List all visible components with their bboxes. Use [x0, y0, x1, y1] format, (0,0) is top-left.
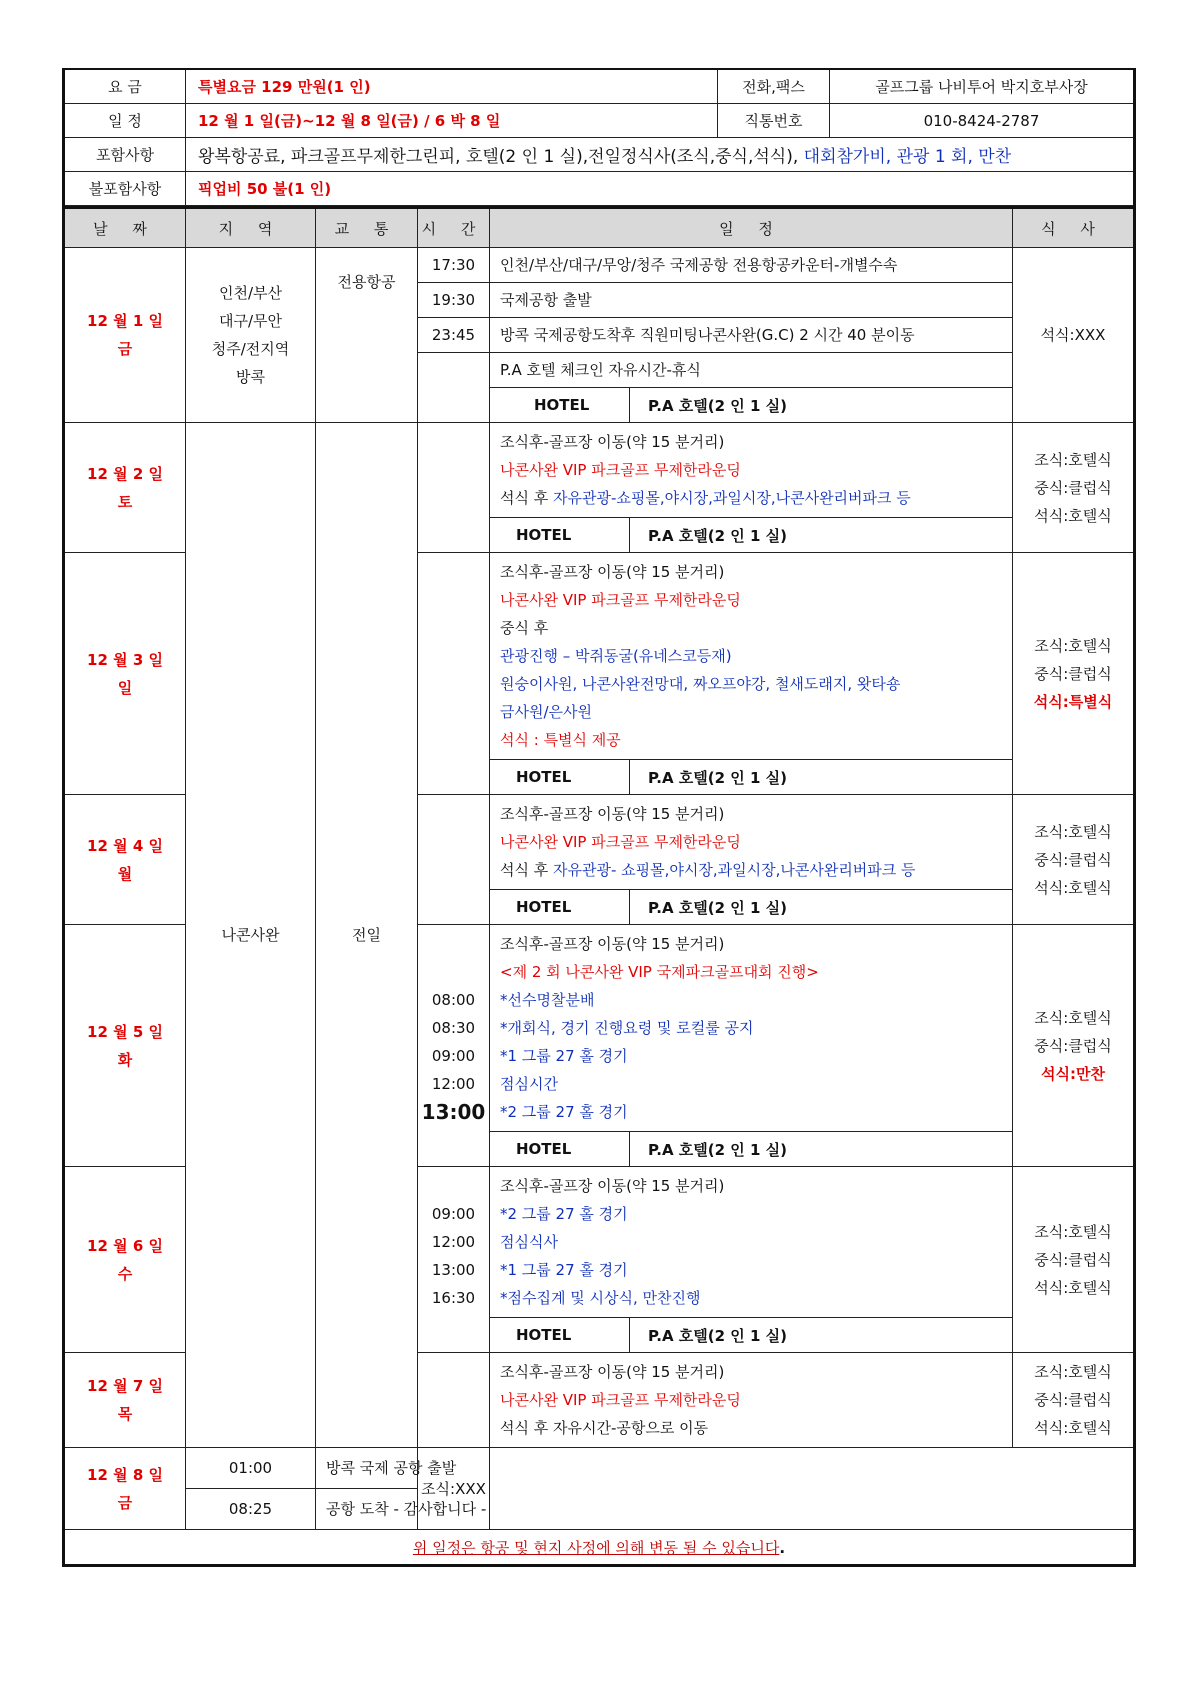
meal-line: 석식:호텔식 — [1034, 1278, 1112, 1297]
header-transport: 교 통 — [316, 208, 418, 248]
day1-transport: 전용항공 — [316, 248, 418, 423]
region-line: 방콕 — [236, 368, 265, 386]
plan-line — [500, 484, 1002, 512]
meal-line: 석식:만찬 — [1041, 1064, 1105, 1083]
day6-times — [418, 1167, 490, 1353]
meal-line: 중식:클럽식 — [1034, 664, 1112, 683]
day5-hotel — [490, 1131, 1012, 1166]
time-cell: 17:30 — [418, 248, 489, 283]
included-text-highlight: 대회참가비, 관광 1 회, 만찬 — [798, 147, 1012, 167]
itinerary-document — [62, 68, 1136, 1567]
day7-date — [64, 1353, 186, 1448]
plan-line: 조식후-골프장 이동(약 15 분거리) — [500, 935, 725, 953]
time-cell-empty — [418, 353, 489, 422]
day5-meal — [1013, 925, 1135, 1167]
day1-region — [186, 248, 316, 423]
plan-line: 나콘사완 VIP 파크골프 무제한라운딩 — [500, 461, 741, 479]
day7-weekday: 목 — [117, 1405, 133, 1423]
plan-line: 나콘사완 VIP 파크골프 무제한라운딩 — [500, 1391, 741, 1409]
schedule-table — [62, 206, 1136, 1567]
plan-line: <제 2 회 나콘사완 VIP 국제파크골프대회 진행> — [500, 963, 819, 981]
day1-meal: 석식:XXX — [1013, 248, 1135, 423]
day1-weekday: 금 — [117, 340, 133, 358]
schedule-value: 12 월 1 일(금)~12 월 8 일(금) / 6 박 8 일 — [186, 104, 718, 138]
plan-line: 점심식사 — [500, 1233, 558, 1251]
plan-line: 조식후-골프장 이동(약 15 분거리) — [500, 1177, 725, 1195]
time-line: 08:00 — [431, 991, 476, 1009]
hotel-label: HOTEL — [490, 518, 630, 552]
included-label: 포함사항 — [64, 138, 186, 172]
day6-plan-text — [490, 1167, 1012, 1317]
day4-plan-text — [490, 795, 1012, 889]
plan-line-part: 석식 후 — [500, 489, 554, 507]
plan-line: *2 그룹 27 홀 경기 — [500, 1205, 628, 1223]
day3-date-text: 12 월 3 일 — [87, 650, 163, 669]
day6-date-text: 12 월 6 일 — [87, 1236, 163, 1255]
day1-date-text: 12 월 1 일 — [87, 312, 163, 330]
hotel-value: P.A 호텔(2 인 1 실) — [648, 898, 787, 917]
day5-plan-text — [490, 925, 1012, 1131]
hotel-value: P.A 호텔(2 인 1 실) — [648, 1326, 787, 1345]
header-time: 시 간 — [418, 208, 490, 248]
day2-date-text: 12 월 2 일 — [87, 464, 163, 483]
plan-line: *선수명찰분배 — [500, 991, 595, 1009]
hotel-label: HOTEL — [490, 1132, 630, 1166]
day5-date-text: 12 월 5 일 — [87, 1022, 163, 1041]
meal-line: 중식:클럽식 — [1034, 1036, 1112, 1055]
time-line: 13:00 — [421, 1100, 486, 1124]
excluded-value: 픽업비 50 불(1 인) — [186, 172, 1135, 206]
header-date: 날 짜 — [64, 208, 186, 248]
region-line: 대구/무안 — [218, 312, 282, 330]
time-cell: 23:45 — [418, 318, 489, 353]
day-row-2 — [64, 423, 1135, 553]
meal-line: 석식:특별식 — [1033, 692, 1113, 711]
excluded-label: 불포함사항 — [64, 172, 186, 206]
plan-line: 원숭이사원, 나콘사완전망대, 짜오프야강, 철새도래지, 왓타숑 — [500, 675, 901, 693]
header-region: 지 역 — [186, 208, 316, 248]
plan-line — [500, 856, 1002, 884]
plan-line: 인천/부산/대구/무앙/청주 국제공항 전용항공카운터-개별수속 — [490, 248, 1012, 283]
time-line: 16:30 — [431, 1289, 476, 1307]
plan-line: 관광진행 – 박쥐동굴(유네스코등재) — [500, 647, 732, 665]
plan-line: 조식후-골프장 이동(약 15 분거리) — [500, 563, 725, 581]
header-plan: 일 정 — [490, 208, 1013, 248]
day4-times — [418, 795, 490, 925]
schedule-header-row — [64, 208, 1135, 248]
hotel-value: P.A 호텔(2 인 1 실) — [648, 768, 787, 787]
footer-period: . — [779, 1538, 786, 1557]
day8-date — [64, 1448, 186, 1530]
day6-meal — [1013, 1167, 1135, 1353]
meal-line: 조식:호텔식 — [1034, 450, 1112, 469]
hotel-label: HOTEL — [490, 760, 630, 794]
hotel-value: P.A 호텔(2 인 1 실) — [648, 1140, 787, 1159]
time-line: 08:30 — [431, 1019, 476, 1037]
hotel-value: P.A 호텔(2 인 1 실) — [648, 526, 787, 545]
plan-line: *개회식, 경기 진행요령 및 로컬룰 공지 — [500, 1019, 754, 1037]
day4-date — [64, 795, 186, 925]
day8-weekday: 금 — [117, 1493, 133, 1512]
plan-line: 금사원/은사원 — [500, 703, 592, 721]
day6-plan — [490, 1167, 1013, 1353]
day1-date — [64, 248, 186, 423]
schedule-label: 일 정 — [64, 104, 186, 138]
header-meal: 식 사 — [1013, 208, 1135, 248]
meal-line: 석식:호텔식 — [1034, 506, 1112, 525]
day4-plan — [490, 795, 1013, 925]
meal-line: 중식:클럽식 — [1034, 850, 1112, 869]
day2-times — [418, 423, 490, 553]
day7-times — [418, 1353, 490, 1448]
day3-plan — [490, 553, 1013, 795]
hotel-label: HOTEL — [490, 890, 630, 924]
day4-hotel — [490, 889, 1012, 924]
meal-line: 중식:클럽식 — [1034, 478, 1112, 497]
plan-line: 나콘사완 VIP 파크골프 무제한라운딩 — [500, 591, 741, 609]
plan-line: 조식후-골프장 이동(약 15 분거리) — [500, 433, 725, 451]
day2-hotel — [490, 517, 1012, 552]
day3-times — [418, 553, 490, 795]
day1-times — [418, 248, 490, 423]
plan-line-part: 자유관광-쇼핑몰,야시장,과일시장,나콘사완리버파크 등 — [553, 489, 911, 507]
time-spacer — [418, 925, 489, 986]
plan-line: *1 그룹 27 홀 경기 — [500, 1261, 628, 1279]
footer-row — [64, 1530, 1135, 1566]
time-line: 13:00 — [431, 1261, 476, 1279]
plan-line: 조식후-골프장 이동(약 15 분거리) — [500, 1363, 725, 1381]
plan-line: 방콕 국제 공항 출발 — [316, 1448, 417, 1489]
day-row-8 — [64, 1448, 1135, 1530]
plan-line: 석식 : 특별식 제공 — [500, 731, 621, 749]
meal-line: 중식:클럽식 — [1034, 1391, 1112, 1409]
day6-hotel — [490, 1317, 1012, 1352]
plan-line: 점심시간 — [500, 1075, 558, 1093]
time-line: 12:00 — [431, 1233, 476, 1251]
meal-line: 조식:호텔식 — [1034, 1222, 1112, 1241]
region-line: 청주/전지역 — [211, 340, 290, 358]
hotel-value: P.A 호텔(2 인 1 실) — [648, 396, 787, 415]
meal-line: 석식:호텔식 — [1034, 878, 1112, 897]
footer-text: 위 일정은 항공 및 현지 사정에 의해 변동 될 수 있습니다 — [412, 1538, 780, 1557]
day5-plan — [490, 925, 1013, 1167]
day2-plan-text — [490, 423, 1012, 517]
plan-line: *점수집계 및 시상식, 만찬진행 — [500, 1289, 701, 1307]
direct-label: 직통번호 — [718, 104, 830, 138]
day2-weekday: 토 — [117, 492, 133, 511]
plan-line: 공항 도착 - 감사합니다 - — [326, 1500, 487, 1518]
region-line: 인천/부산 — [218, 284, 282, 302]
day1-plan — [490, 248, 1013, 423]
included-value — [186, 138, 1135, 172]
day4-meal — [1013, 795, 1135, 925]
region-main: 나콘사완 — [186, 423, 316, 1448]
day3-date — [64, 553, 186, 795]
transport-main: 전일 — [316, 423, 418, 1448]
day3-weekday: 일 — [117, 678, 133, 697]
day4-date-text: 12 월 4 일 — [87, 836, 163, 855]
day3-plan-text — [490, 553, 1012, 759]
plan-line: *2 그룹 27 홀 경기 — [500, 1103, 628, 1121]
day3-hotel — [490, 759, 1012, 794]
hotel-label: HOTEL — [490, 388, 630, 422]
time-line: 12:00 — [431, 1075, 476, 1093]
plan-line-part: 석식 후 — [500, 861, 554, 879]
day2-plan — [490, 423, 1013, 553]
day7-plan-text — [490, 1353, 1012, 1447]
day5-times — [418, 925, 490, 1167]
day8-times — [186, 1448, 316, 1530]
plan-line-part: 자유관광- 쇼핑몰,야시장,과일시장,나콘사완리버파크 등 — [553, 861, 916, 879]
day5-date — [64, 925, 186, 1167]
meal-line: 조식:호텔식 — [1034, 822, 1112, 841]
meal-line: 조식:호텔식 — [1034, 1363, 1112, 1381]
day4-weekday: 월 — [117, 864, 133, 883]
day7-date-text: 12 월 7 일 — [87, 1377, 163, 1395]
meal-line: 조식:호텔식 — [1034, 1008, 1112, 1027]
time-cell: 08:25 — [228, 1500, 273, 1518]
day5-weekday: 화 — [117, 1050, 133, 1069]
footer-note — [64, 1530, 1135, 1566]
day8-date-text: 12 월 8 일 — [87, 1465, 163, 1484]
hotel-label: HOTEL — [490, 1318, 630, 1352]
plan-line: 나콘사완 VIP 파크골프 무제한라운딩 — [500, 833, 741, 851]
info-table — [62, 68, 1136, 206]
fee-label: 요 금 — [64, 69, 186, 104]
included-text: 왕복항공료, 파크골프무제한그린피, 호텔(2 인 1 실),전일정식사(조식,중식,석식), — [198, 147, 799, 167]
day2-meal — [1013, 423, 1135, 553]
day3-meal — [1013, 553, 1135, 795]
day6-weekday: 수 — [117, 1264, 133, 1283]
day-row-1 — [64, 248, 1135, 423]
plan-line: P.A 호텔 체크인 자유시간-휴식 — [500, 361, 701, 379]
plan-line: 조식후-골프장 이동(약 15 분거리) — [500, 805, 725, 823]
meal-line: 조식:호텔식 — [1034, 636, 1112, 655]
meal-line: 중식:클럽식 — [1034, 1250, 1112, 1269]
day2-date — [64, 423, 186, 553]
day6-date — [64, 1167, 186, 1353]
phone-value: 골프그룹 나비투어 박지호부사장 — [830, 69, 1135, 104]
phone-label: 전화,팩스 — [718, 69, 830, 104]
day1-hotel — [490, 387, 1012, 422]
direct-value: 010-8424-2787 — [830, 104, 1135, 138]
time-cell: 01:00 — [186, 1448, 315, 1489]
plan-line: 국제공항 출발 — [490, 283, 1012, 318]
day8-meal: 조식:XXX — [418, 1448, 490, 1530]
time-line: 09:00 — [431, 1047, 476, 1065]
plan-line: *1 그룹 27 홀 경기 — [500, 1047, 628, 1065]
time-cell: 19:30 — [418, 283, 489, 318]
fee-value: 특별요금 129 만원(1 인) — [186, 69, 718, 104]
time-spacer — [418, 1167, 489, 1200]
time-line: 09:00 — [431, 1205, 476, 1223]
plan-line: 중식 후 — [500, 619, 549, 637]
meal-line: 석식:호텔식 — [1034, 1419, 1112, 1437]
plan-line: 석식 후 자유시간-공항으로 이동 — [500, 1419, 709, 1437]
day7-plan — [490, 1353, 1013, 1448]
plan-line: 방콕 국제공항도착후 직원미팅나콘사완(G.C) 2 시간 40 분이동 — [490, 318, 1012, 353]
day7-meal — [1013, 1353, 1135, 1448]
